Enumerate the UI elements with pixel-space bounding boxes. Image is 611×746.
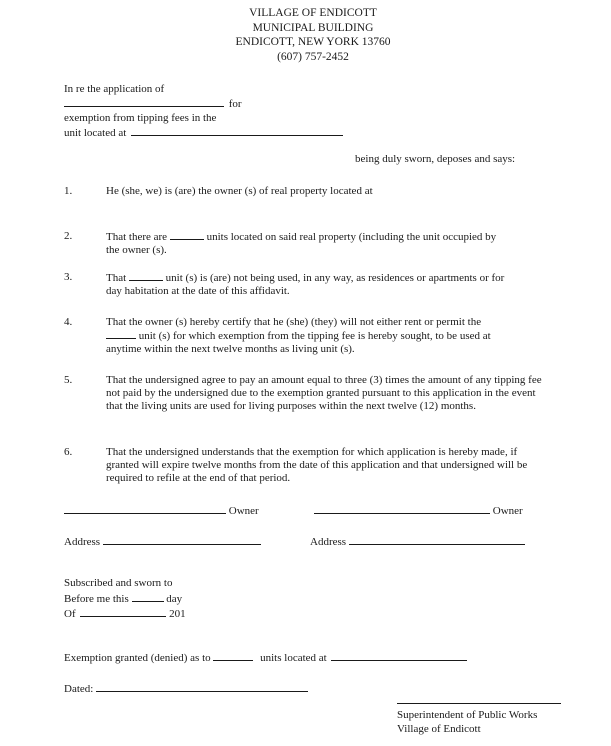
letterhead [200,6,426,64]
applicant-line [64,97,242,111]
village-name: VILLAGE OF ENDICOTT [249,7,377,19]
units-located-label: units located at [260,652,327,664]
exemption-line [64,651,467,665]
item-1-text: He (she, we) is (are) the owner (s) of real property located at [106,185,373,197]
address-field-left[interactable] [103,535,261,545]
address-label-right: Address [310,536,347,548]
address-label-left: Address [64,536,101,548]
of-label: Of [64,608,76,620]
units-count-field[interactable] [170,230,204,240]
owner-signature-field-left[interactable] [64,504,226,514]
unit-location-line [64,126,343,140]
dated-line [64,682,308,696]
item-1-number: 1. [64,185,73,197]
phone-number: (607) 757-2452 [277,50,349,63]
applicant-name-field[interactable] [64,97,224,107]
item-3-line-2: day habitation at the date of this affidavit. [106,285,290,297]
before-me-label: Before me this [64,593,129,605]
exemption-location-field[interactable] [331,651,467,661]
owner-signature-left [64,504,259,518]
address-field-right[interactable] [349,535,525,545]
sworn-line-2 [64,592,182,606]
item-3-text [106,271,561,298]
day-label: day [166,593,183,605]
item-2-line-2: the owner (s). [106,244,167,256]
year-prefix: 201 [169,608,186,620]
address-left [64,535,261,549]
item-2-text [106,230,561,257]
intro-line-3: exemption from tipping fees in the [64,112,217,124]
exemption-label: Exemption granted (denied) as to [64,652,211,664]
item-4-number: 4. [64,316,73,328]
dated-label: Dated: [64,683,94,695]
sworn-line-1: Subscribed and sworn to [64,577,173,589]
item-2-post: units located on said real property (including the unit occupied by [206,231,497,243]
item-6-number: 6. [64,446,73,458]
unit-located-label: unit located at [64,127,127,139]
for-label: for [228,98,242,110]
superintendent-village: Village of Endicott [397,723,481,735]
sworn-line-3 [64,607,186,621]
building-name: MUNICIPAL BUILDING [252,21,374,34]
item-4-text [106,316,561,356]
owner-label-left: Owner [228,505,259,517]
month-field[interactable] [80,607,166,617]
superintendent-signature-line[interactable] [397,703,561,704]
owner-signature-field-right[interactable] [314,504,490,514]
item-4-post: unit (s) for which exemption from the tipping fee is hereby sought, to be used at [138,330,491,342]
unit-location-field[interactable] [131,126,343,136]
item-6-text: That the undersigned understands that the exemption for which application is hereby made, if granted will expire twelve months from the date of this application and that undersigned will be required to refile at the end of that period. [106,446,528,484]
exemption-units-field[interactable] [213,651,253,661]
intro-line-1: In re the application of [64,83,165,95]
superintendent-title: Superintendent of Public Works [397,709,538,721]
item-3-post: unit (s) is (are) not being used, in any way, as residences or apartments or for [165,272,505,284]
item-3-number: 3. [64,271,73,283]
item-4-line-1: That the owner (s) hereby certify that he (she) (they) will not either rent or permit the [106,316,482,328]
owner-signature-right [314,504,523,518]
exempt-units-field[interactable] [106,329,136,339]
item-4-line-3: anytime within the next twelve months as living unit (s). [106,343,355,355]
item-5-text: That the undersigned agree to pay an amount equal to three (3) times the amount of any tipping fee not paid by the undersigned due to the exemption granted pursuant to this application in the event that the living units are used for living purposes within the next twelve (12) months. [106,374,542,412]
dated-field[interactable] [96,682,308,692]
item-2-number: 2. [64,230,73,242]
item-3-pre: That [106,272,127,284]
item-2-pre: That there are [106,231,168,243]
unused-units-field[interactable] [129,271,163,281]
address-right [310,535,525,549]
city-address: ENDICOTT, NEW YORK 13760 [235,36,391,48]
owner-label-right: Owner [492,505,523,517]
item-5-number: 5. [64,374,73,386]
sworn-statement: being duly sworn, deposes and says: [355,153,516,165]
day-field[interactable] [132,592,164,602]
